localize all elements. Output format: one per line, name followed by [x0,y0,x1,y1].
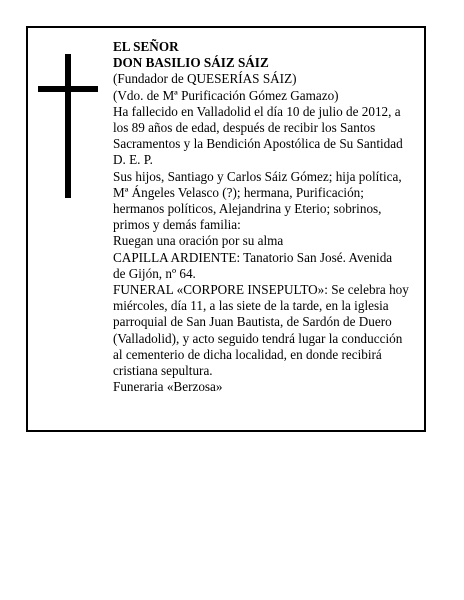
obituary-line: (Fundador de QUESERÍAS SÁIZ) [113,71,297,87]
latin-cross-icon [38,54,98,198]
obituary-line: los 89 años de edad, después de recibir los Santos [113,120,376,136]
obituary-line: hermanos políticos, Alejandrina y Eterio; sobrinos, [113,201,382,217]
obituary-line: al cementerio de dicha localidad, en donde recibirá [113,346,382,362]
obituary-line: CAPILLA ARDIENTE: Tanatorio San José. Avenida [113,249,393,265]
obituary-line: miércoles, día 11, a las siete de la tarde, en la iglesia [113,298,389,314]
obituary-line: Sus hijos, Santiago y Carlos Sáiz Gómez; hija política, [113,168,402,184]
obituary-line: Ha fallecido en Valladolid el día 10 de julio de 2012, a [113,103,401,119]
obituary-line: Ruegan una oración por su alma [113,233,284,249]
obituary-line: Mª Ángeles Velasco (?); hermana, Purificación; [113,184,364,200]
obituary-line: Sacramentos y la Bendición Apostólica de Su Santidad [113,136,403,152]
obituary-line: (Valladolid), y acto seguido tendrá lugar la conducción [113,330,403,346]
obituary-line: primos y demás familia: [113,217,241,233]
deceased-name: DON BASILIO SÁIZ SÁIZ [113,55,269,71]
obituary-heading: EL SEÑOR [113,39,179,54]
obituary-line: D. E. P. [113,152,153,168]
cross-vertical-bar [65,54,71,198]
obituary-line: FUNERAL «CORPORE INSEPULTO»: Se celebra hoy [113,282,409,298]
obituary-line: cristiana sepultura. [113,363,213,379]
obituary-line: (Vdo. de Mª Purificación Gómez Gamazo) [113,87,339,103]
obituary-text [113,39,425,395]
obituary-line: parroquial de San Juan Bautista, de Sardón de Duero [113,314,392,330]
obituary-line: de Gijón, nº 64. [113,265,196,281]
cross-horizontal-bar [38,86,98,92]
obituary-line: Funeraria «Berzosa» [113,379,223,395]
